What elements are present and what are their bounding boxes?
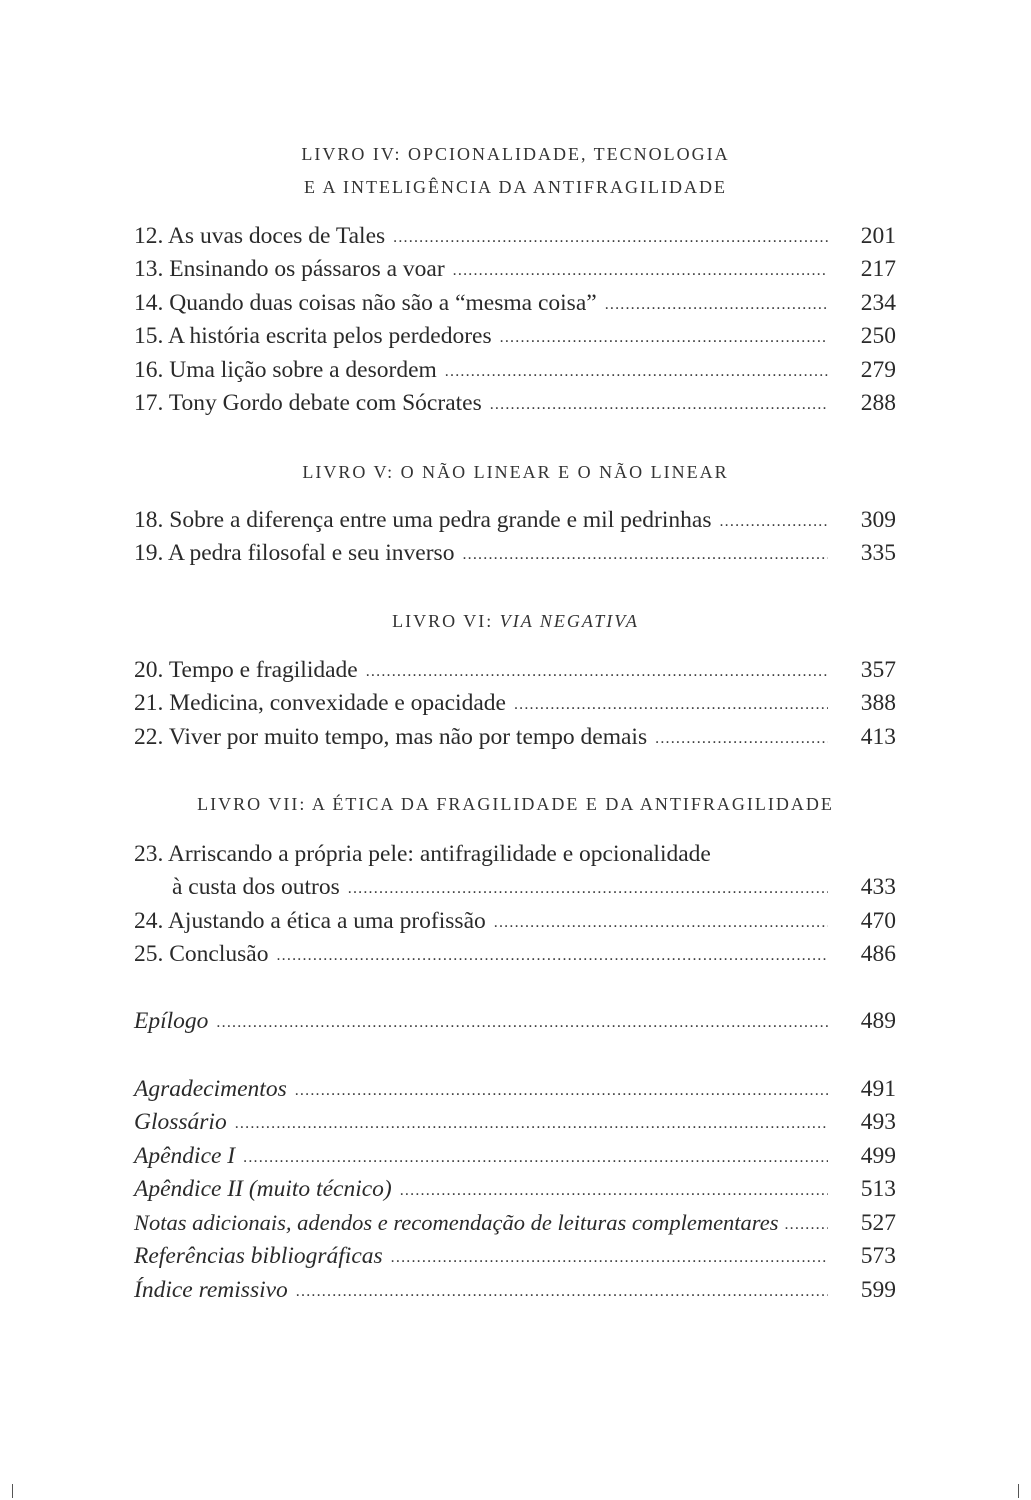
toc-entry-title: 19. A pedra filosofal e seu inverso <box>134 540 455 566</box>
dot-leader <box>393 221 828 255</box>
toc-entry-epilogue <box>134 1004 896 1038</box>
toc-entry-title: 25. Conclusão <box>134 941 269 967</box>
toc-entry <box>134 904 896 938</box>
toc-entry-page: 234 <box>860 290 896 316</box>
toc-entry-page: 491 <box>860 1076 896 1102</box>
toc-entry-page: 433 <box>860 874 896 900</box>
toc-entry-title: Apêndice I <box>134 1143 236 1169</box>
toc-entry-title: Agradecimentos <box>134 1076 287 1102</box>
dot-leader <box>784 1208 828 1242</box>
toc-entry-back-matter <box>134 1072 896 1106</box>
toc-entry-back-matter <box>134 1139 896 1173</box>
toc-entry-back-matter <box>134 1105 896 1139</box>
book-heading-vii: LIVRO VII: A ÉTICA DA FRAGILIDADE E DA ANTIFRAGILIDADE <box>197 794 834 814</box>
dot-leader <box>719 505 828 539</box>
toc-entry-title: 12. As uvas doces de Tales <box>134 223 386 249</box>
dot-leader <box>243 1141 828 1175</box>
toc-entry-title: 13. Ensinando os pássaros a voar <box>134 256 445 282</box>
toc-entry-back-matter <box>134 1206 896 1240</box>
toc-entry-title: 15. A história escrita pelos perdedores <box>134 323 492 349</box>
toc-entry-page: 357 <box>860 657 896 683</box>
toc-entry <box>134 386 896 420</box>
toc-entry-title: Índice remissivo <box>134 1277 288 1303</box>
toc-entry <box>134 870 896 904</box>
toc-entry <box>134 536 896 570</box>
dot-leader <box>445 355 828 389</box>
toc-entry-page: 499 <box>860 1143 896 1169</box>
book-heading-vi <box>0 605 1031 638</box>
dot-leader <box>391 1241 828 1275</box>
toc-entry-page: 250 <box>860 323 896 349</box>
crop-mark <box>12 1484 13 1498</box>
dot-leader <box>276 939 828 973</box>
toc-entry-page: 288 <box>860 390 896 416</box>
toc-entry-title: 22. Viver por muito tempo, mas não por tempo demais <box>134 724 648 750</box>
toc-entry <box>134 503 896 537</box>
dot-leader <box>216 1006 828 1040</box>
dot-leader <box>295 1074 828 1108</box>
toc-entry-title: Apêndice II (muito técnico) <box>134 1176 392 1202</box>
toc-entry-title: 17. Tony Gordo debate com Sócrates <box>134 390 482 416</box>
toc-entry <box>134 319 896 353</box>
toc-entry-page: 309 <box>860 507 896 533</box>
book-heading-vi-italic: VIA NEGATIVA <box>499 611 639 631</box>
toc-entry-page: 279 <box>860 357 896 383</box>
toc-entry-page: 489 <box>860 1008 896 1034</box>
book-heading-vi-prefix: LIVRO VI: <box>392 611 500 631</box>
dot-leader <box>296 1275 828 1309</box>
dot-leader <box>366 655 828 689</box>
dot-leader <box>605 288 828 322</box>
toc-entry-page: 599 <box>860 1277 896 1303</box>
toc-entry-title: 18. Sobre a diferença entre uma pedra grande e mil pedrinhas <box>134 507 712 533</box>
toc-entry <box>134 219 896 253</box>
toc-entry-title: 20. Tempo e fragilidade <box>134 657 358 683</box>
toc-entry-page: 217 <box>860 256 896 282</box>
toc-entry <box>134 252 896 286</box>
toc-entry-back-matter <box>134 1239 896 1273</box>
toc-entry-title: 24. Ajustando a ética a uma profissão <box>134 908 486 934</box>
toc-entry <box>134 353 896 387</box>
toc-entry <box>134 720 896 754</box>
toc-entry-page: 493 <box>860 1109 896 1135</box>
toc-entry-title: 16. Uma lição sobre a desordem <box>134 357 437 383</box>
toc-entry-page: 470 <box>860 908 896 934</box>
book-heading-iv-line-1: LIVRO IV: OPCIONALIDADE, TECNOLOGIA <box>301 144 730 164</box>
toc-entry-page: 486 <box>860 941 896 967</box>
crop-mark <box>1018 1484 1019 1498</box>
dot-leader <box>348 872 828 906</box>
toc-entry-title: Glossário <box>134 1109 227 1135</box>
toc-entry <box>134 937 896 971</box>
dot-leader <box>514 688 828 722</box>
dot-leader <box>490 388 828 422</box>
toc-entry-title: à custa dos outros <box>172 874 340 900</box>
dot-leader <box>655 722 828 756</box>
toc-entry <box>134 286 896 320</box>
toc-entry-page: 513 <box>860 1176 896 1202</box>
dot-leader <box>500 321 828 355</box>
toc-entry-title: 14. Quando duas coisas não são a “mesma coisa” <box>134 290 597 316</box>
toc-entry-back-matter <box>134 1172 896 1206</box>
toc-entry-title-line-1: 23. Arriscando a própria pele: antifragilidade e opcionalidade <box>134 841 711 867</box>
dot-leader <box>494 906 828 940</box>
book-heading-iv-line-2: E A INTELIGÊNCIA DA ANTIFRAGILIDADE <box>304 177 727 197</box>
toc-entry <box>134 686 896 720</box>
dot-leader <box>400 1174 828 1208</box>
toc-entry-title: Referências bibliográficas <box>134 1243 383 1269</box>
toc-entry-page: 413 <box>860 724 896 750</box>
toc-entry <box>134 653 896 687</box>
toc-entry-page: 201 <box>860 223 896 249</box>
toc-entry-back-matter <box>134 1273 896 1307</box>
toc-entry-title: 21. Medicina, convexidade e opacidade <box>134 690 506 716</box>
toc-entry-title: Notas adicionais, adendos e recomendação de leituras complementares <box>134 1210 779 1235</box>
toc-entry-title: Epílogo <box>134 1008 209 1034</box>
toc-entry-page: 527 <box>860 1210 896 1236</box>
dot-leader <box>462 538 828 572</box>
toc-entry-page: 388 <box>860 690 896 716</box>
toc-entry-page: 335 <box>860 540 896 566</box>
dot-leader <box>453 254 828 288</box>
dot-leader <box>235 1107 828 1141</box>
toc-entry-page: 573 <box>860 1243 896 1269</box>
book-heading-v: LIVRO V: O NÃO LINEAR E O NÃO LINEAR <box>302 462 729 482</box>
